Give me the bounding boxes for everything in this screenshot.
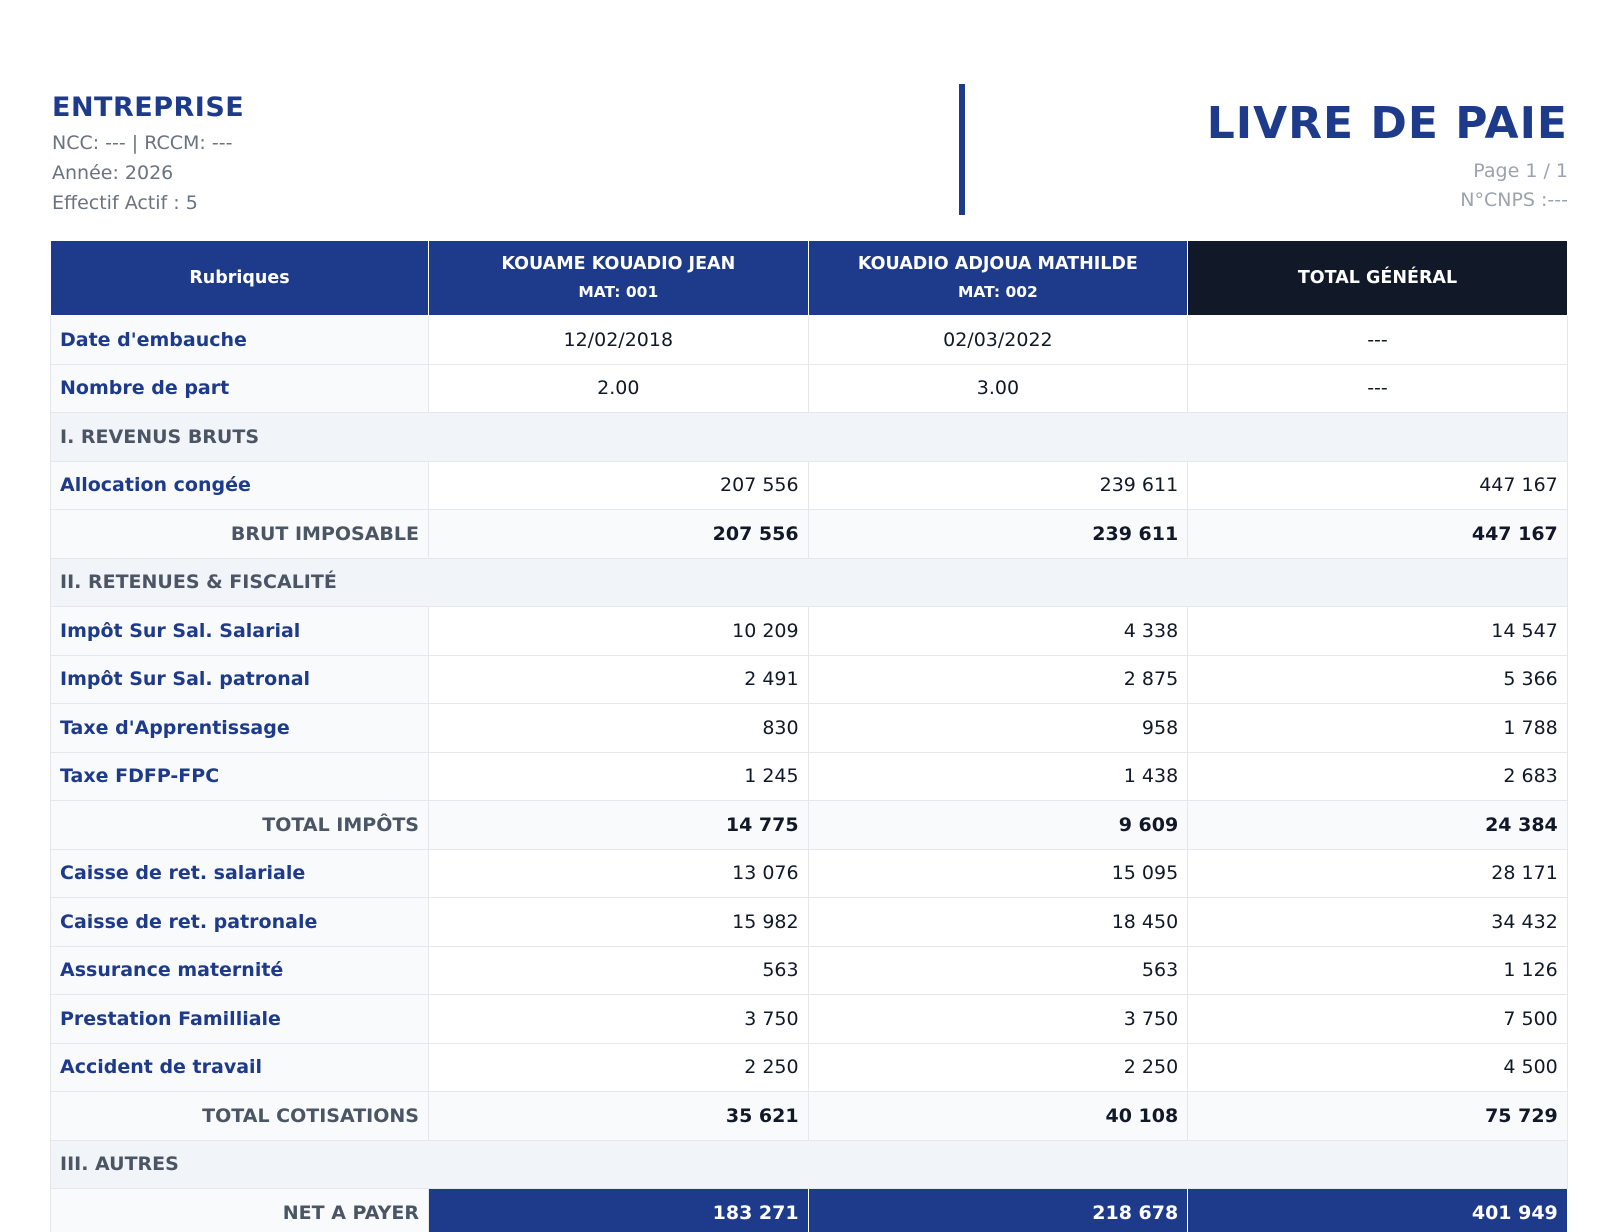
subtotal-row bbox=[51, 801, 1568, 850]
total-cell: 7 500 bbox=[1188, 995, 1568, 1044]
value-cell: 239 611 bbox=[808, 461, 1188, 510]
value-cell: 02/03/2022 bbox=[808, 316, 1188, 365]
total-cell: 1 788 bbox=[1188, 704, 1568, 753]
row-label: Impôt Sur Sal. Salarial bbox=[51, 607, 429, 656]
value-cell: 13 076 bbox=[429, 849, 809, 898]
section-title: I. REVENUS BRUTS bbox=[51, 413, 1568, 462]
row-label: Nombre de part bbox=[51, 364, 429, 413]
payroll-table bbox=[50, 240, 1568, 1232]
section-row bbox=[51, 413, 1568, 462]
value-cell: 14 775 bbox=[429, 801, 809, 850]
total-cell: 1 126 bbox=[1188, 946, 1568, 995]
subtotal-row bbox=[51, 510, 1568, 559]
net-row bbox=[51, 1189, 1568, 1232]
row-label: TOTAL IMPÔTS bbox=[51, 801, 429, 850]
value-cell: 2 875 bbox=[808, 655, 1188, 704]
total-cell: 24 384 bbox=[1188, 801, 1568, 850]
row-label: Caisse de ret. patronale bbox=[51, 898, 429, 947]
value-cell: 207 556 bbox=[429, 461, 809, 510]
value-cell: 239 611 bbox=[808, 510, 1188, 559]
table-header-row bbox=[51, 241, 1568, 316]
value-cell: 12/02/2018 bbox=[429, 316, 809, 365]
section-row bbox=[51, 1140, 1568, 1189]
value-cell: 1 438 bbox=[808, 752, 1188, 801]
row-label: Allocation congée bbox=[51, 461, 429, 510]
table-row bbox=[51, 461, 1568, 510]
value-cell: 218 678 bbox=[808, 1189, 1188, 1232]
value-cell: 4 338 bbox=[808, 607, 1188, 656]
table-row bbox=[51, 898, 1568, 947]
row-label: Prestation Familliale bbox=[51, 995, 429, 1044]
table-row bbox=[51, 1043, 1568, 1092]
header-rubriques: Rubriques bbox=[51, 241, 429, 316]
company-year: Année: 2026 bbox=[52, 162, 174, 184]
value-cell: 3 750 bbox=[429, 995, 809, 1044]
subtotal-row bbox=[51, 1092, 1568, 1141]
employee-mat: MAT: 002 bbox=[957, 283, 1038, 301]
section-title: II. RETENUES & FISCALITÉ bbox=[51, 558, 1568, 607]
table-row bbox=[51, 316, 1568, 365]
value-cell: 18 450 bbox=[808, 898, 1188, 947]
value-cell: 15 982 bbox=[429, 898, 809, 947]
value-cell: 563 bbox=[808, 946, 1188, 995]
value-cell: 2.00 bbox=[429, 364, 809, 413]
total-cell: 4 500 bbox=[1188, 1043, 1568, 1092]
company-ids: NCC: --- | RCCM: --- bbox=[52, 132, 233, 154]
employee-mat: MAT: 001 bbox=[578, 283, 659, 301]
company-name: ENTREPRISE bbox=[52, 92, 245, 123]
value-cell: 563 bbox=[429, 946, 809, 995]
table-row bbox=[51, 704, 1568, 753]
row-label: Caisse de ret. salariale bbox=[51, 849, 429, 898]
row-label: TOTAL COTISATIONS bbox=[51, 1092, 429, 1141]
document-title: LIVRE DE PAIE bbox=[1206, 98, 1568, 149]
row-label: Taxe FDFP-FPC bbox=[51, 752, 429, 801]
cnps-number: N°CNPS :--- bbox=[1460, 189, 1568, 211]
row-label: Accident de travail bbox=[51, 1043, 429, 1092]
table-row bbox=[51, 655, 1568, 704]
table-row bbox=[51, 752, 1568, 801]
value-cell: 183 271 bbox=[429, 1189, 809, 1232]
value-cell: 35 621 bbox=[429, 1092, 809, 1141]
total-cell: 447 167 bbox=[1188, 461, 1568, 510]
value-cell: 10 209 bbox=[429, 607, 809, 656]
value-cell: 3.00 bbox=[808, 364, 1188, 413]
total-cell: 28 171 bbox=[1188, 849, 1568, 898]
value-cell: 958 bbox=[808, 704, 1188, 753]
table-row bbox=[51, 364, 1568, 413]
header-divider bbox=[959, 84, 965, 215]
value-cell: 2 250 bbox=[429, 1043, 809, 1092]
total-cell: 5 366 bbox=[1188, 655, 1568, 704]
company-headcount: Effectif Actif : 5 bbox=[52, 192, 198, 214]
row-label: Taxe d'Apprentissage bbox=[51, 704, 429, 753]
page-number: Page 1 / 1 bbox=[1473, 160, 1568, 182]
section-row bbox=[51, 558, 1568, 607]
total-cell: 2 683 bbox=[1188, 752, 1568, 801]
employee-name: KOUAME KOUADIO JEAN bbox=[501, 254, 736, 274]
row-label: Impôt Sur Sal. patronal bbox=[51, 655, 429, 704]
total-cell: 401 949 bbox=[1188, 1189, 1568, 1232]
document-header bbox=[52, 84, 1568, 219]
value-cell: 15 095 bbox=[808, 849, 1188, 898]
section-title: III. AUTRES bbox=[51, 1140, 1568, 1189]
table-row bbox=[51, 946, 1568, 995]
header-employee bbox=[429, 241, 809, 316]
value-cell: 2 491 bbox=[429, 655, 809, 704]
total-cell: --- bbox=[1188, 316, 1568, 365]
total-cell: --- bbox=[1188, 364, 1568, 413]
row-label: Assurance maternité bbox=[51, 946, 429, 995]
value-cell: 2 250 bbox=[808, 1043, 1188, 1092]
table-row bbox=[51, 995, 1568, 1044]
header-employee bbox=[808, 241, 1188, 316]
employee-name: KOUADIO ADJOUA MATHILDE bbox=[857, 254, 1138, 274]
value-cell: 830 bbox=[429, 704, 809, 753]
row-label: Date d'embauche bbox=[51, 316, 429, 365]
table-row bbox=[51, 849, 1568, 898]
value-cell: 9 609 bbox=[808, 801, 1188, 850]
row-label: NET A PAYER bbox=[51, 1189, 429, 1232]
value-cell: 207 556 bbox=[429, 510, 809, 559]
header-total: TOTAL GÉNÉRAL bbox=[1188, 241, 1568, 316]
total-cell: 75 729 bbox=[1188, 1092, 1568, 1141]
total-cell: 34 432 bbox=[1188, 898, 1568, 947]
total-cell: 447 167 bbox=[1188, 510, 1568, 559]
row-label: BRUT IMPOSABLE bbox=[51, 510, 429, 559]
total-cell: 14 547 bbox=[1188, 607, 1568, 656]
table-row bbox=[51, 607, 1568, 656]
value-cell: 1 245 bbox=[429, 752, 809, 801]
value-cell: 3 750 bbox=[808, 995, 1188, 1044]
value-cell: 40 108 bbox=[808, 1092, 1188, 1141]
